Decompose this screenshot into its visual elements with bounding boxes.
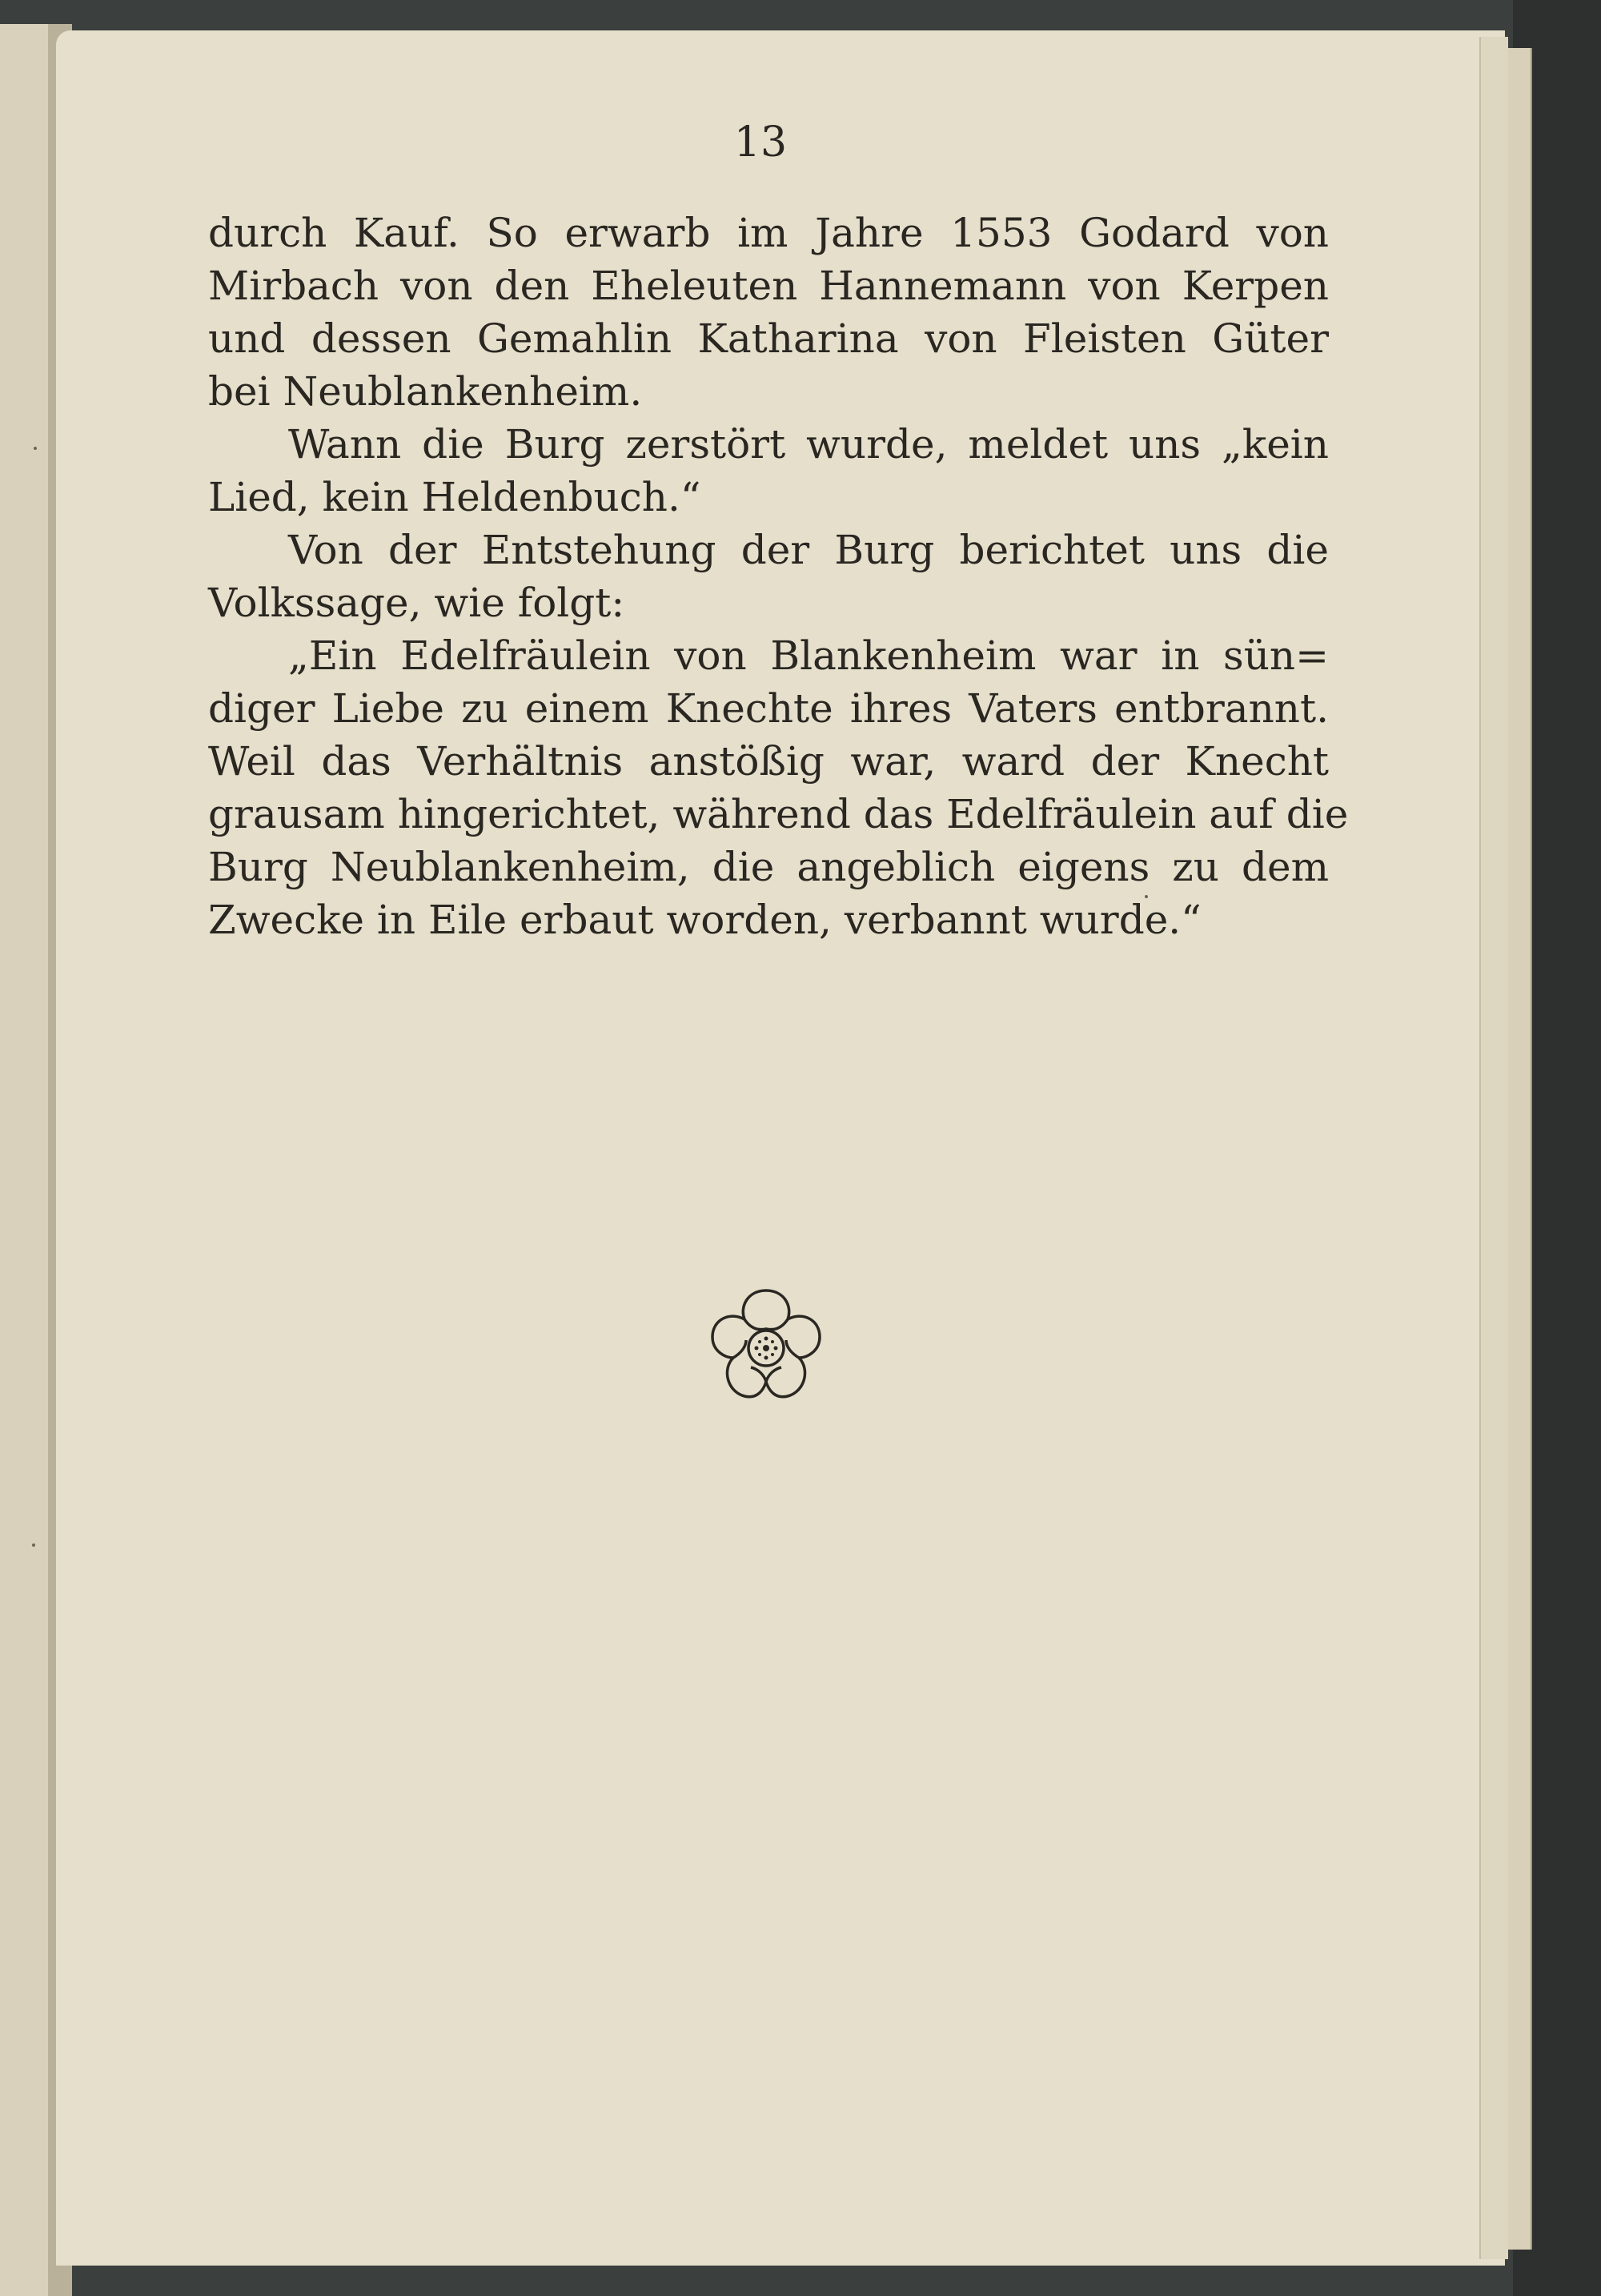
- text-line: bei Neublankenheim.: [208, 368, 643, 415]
- text-line: Volkssage, wie folgt:: [208, 580, 625, 626]
- text-line: Mirbach von den Eheleuten Hannemann von Kerpen: [208, 263, 1329, 309]
- text-line: Burg Neublankenheim, die angeblich eigens zu dem: [208, 844, 1329, 890]
- rose-ornament-icon: [698, 1279, 834, 1415]
- text-line: grausam hingerichtet, während das Edelfräulein auf die: [208, 791, 1349, 837]
- body-text: [208, 207, 1349, 946]
- text-line: Weil das Verhältnis anstößig war, ward der Knecht: [208, 738, 1329, 785]
- text-line: Von der Entstehung der Burg berichtet uns die: [288, 527, 1329, 573]
- text-line: Lied, kein Heldenbuch.“: [208, 474, 701, 520]
- text-line: diger Liebe zu einem Knechte ihres Vaters entbrannt.: [208, 685, 1329, 732]
- paper-speck: [32, 1543, 35, 1547]
- page-number: 13: [733, 118, 788, 167]
- text-line: Zwecke in Eile erbaut worden, verbannt wurde.“: [208, 897, 1202, 943]
- text-line: Wann die Burg zerstört wurde, meldet uns „kein: [288, 421, 1329, 468]
- paragraph: [208, 418, 1329, 524]
- paper-speck: [34, 447, 37, 450]
- text-line: und dessen Gemahlin Katharina von Fleisten Güter: [208, 315, 1329, 362]
- paragraph: [208, 207, 1329, 418]
- text-line: „Ein Edelfräulein von Blankenheim war in sün=: [288, 632, 1329, 679]
- text-line: durch Kauf. So erwarb im Jahre 1553 Godard von: [208, 210, 1329, 256]
- page-edge-inner: [1479, 37, 1508, 2259]
- book-page: [56, 30, 1505, 2266]
- paragraph: [208, 524, 1329, 629]
- quote-paragraph: [208, 629, 1349, 946]
